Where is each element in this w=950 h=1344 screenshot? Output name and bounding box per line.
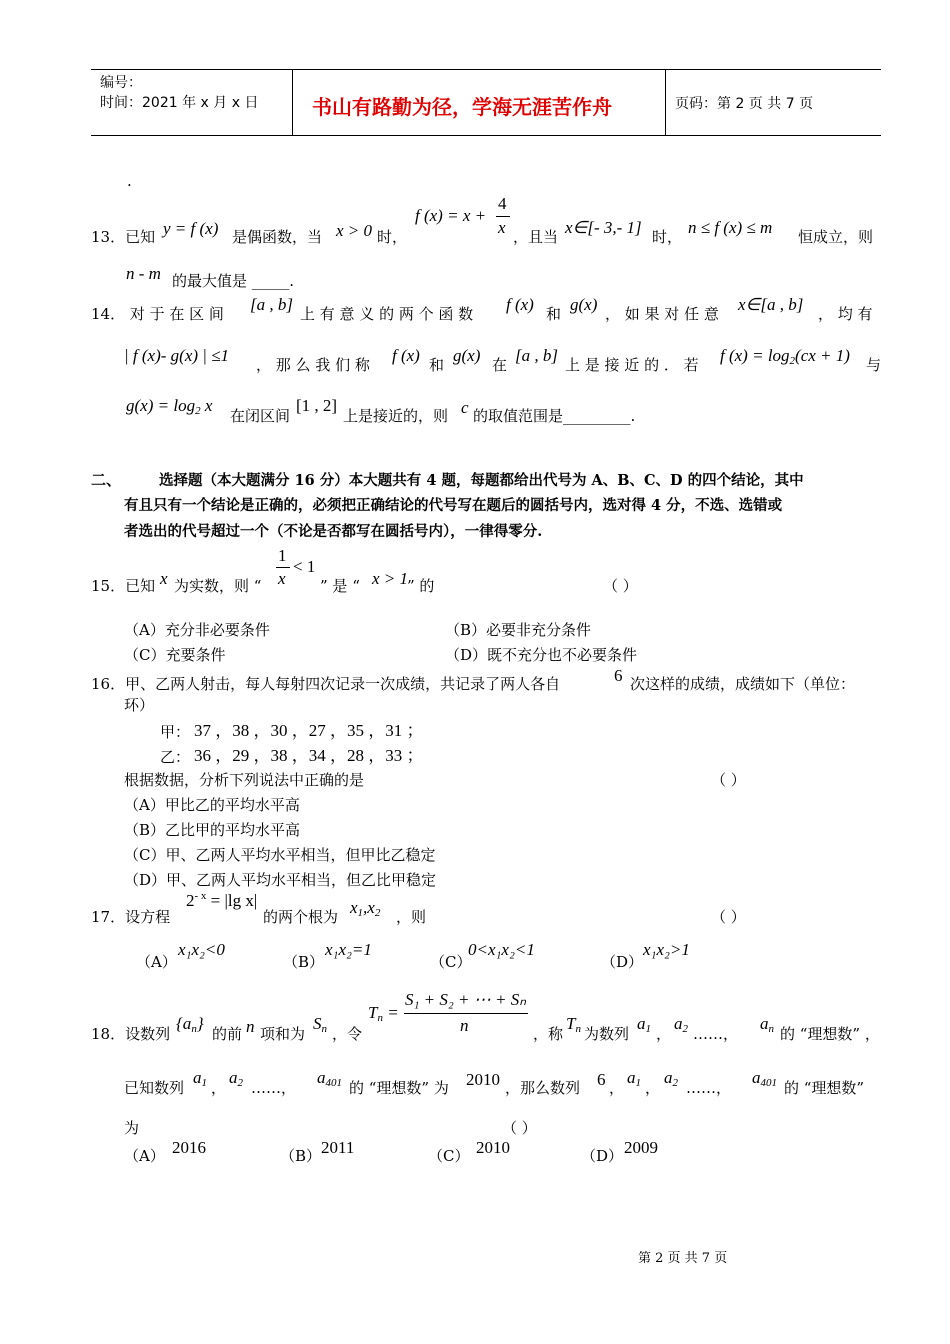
- q14-gx-2: g(x): [453, 346, 481, 365]
- q18-l2-a1: $a_1$: [193, 1068, 207, 1089]
- q13-text-3: ，且当: [513, 228, 559, 246]
- q16-option-c: （C）甲、乙两人平均水平相当，但甲比乙稳定: [124, 846, 436, 864]
- header-top-rule: [91, 69, 881, 70]
- stray-dot: .: [127, 172, 132, 190]
- q14-xin: x∈[a , b]: [738, 295, 804, 314]
- q18-dots: ……，: [693, 1025, 739, 1043]
- header-bottom-rule: [91, 135, 881, 136]
- q18-text-8: ，那么数列: [505, 1079, 581, 1097]
- q13-text-5: 恒成立，则: [798, 228, 874, 246]
- header-number-label: 编号：: [100, 75, 142, 91]
- q13-math-ineq: n ≤ f (x) ≤ m: [688, 218, 773, 237]
- q16-option-b: （B）乙比甲的平均水平高: [124, 821, 301, 839]
- q18-option-a: 2016: [172, 1138, 206, 1157]
- q18-l2-a401b: $a_{401}$: [752, 1068, 777, 1089]
- q14-abs-ineq: | f (x)- g(x) | ≤1: [124, 346, 230, 365]
- q14-text-4: ， 那 么 我 们 称: [256, 356, 370, 374]
- q13-math-fx: f (x) = x +: [415, 206, 487, 225]
- q15-lt1: < 1: [293, 557, 316, 576]
- q14-fx: f (x): [506, 295, 534, 314]
- section-2-line-1: 选择题（本大题满分 16 分）本大题共有 4 题，每题都给出代号为 A、B、C、D 的四个结论，其中: [159, 472, 804, 489]
- q15-option-b: （B）必要非充分条件: [445, 621, 592, 639]
- q16-line-1a: 16．甲、乙两人射击，每人每射四次记录一次成绩，共记录了两人各自: [91, 675, 561, 693]
- q18-value-2010: 2010: [466, 1070, 500, 1089]
- q18-a1: $a_1$: [637, 1014, 651, 1035]
- header-divider-right: [665, 69, 666, 135]
- q18-frac-num: S₁ + S₂ + ⋯ + Sₙ: [405, 990, 527, 1009]
- q17-option-c-label: （C）: [430, 953, 472, 971]
- q18-n: n: [246, 1017, 255, 1036]
- q15-number: 15．已知: [91, 577, 156, 595]
- q18-text-2: 项和为: [260, 1025, 306, 1043]
- q14-glog: $g(x) = \log_2 x$: [126, 396, 213, 417]
- q18-comma-1: ，: [656, 1025, 672, 1043]
- q18-l2-comma-2: ，: [609, 1079, 625, 1097]
- q13-math-y: y = f (x): [163, 219, 219, 238]
- q18-six: 6: [597, 1070, 606, 1089]
- q13-math-x0: x > 0: [336, 221, 373, 240]
- q15-option-c: （C）充要条件: [124, 646, 226, 664]
- q18-text-5: 为数列: [584, 1025, 630, 1043]
- q18-l2-comma-3: ，: [645, 1079, 661, 1097]
- q17-option-b: x₁x₂=1: [325, 940, 372, 959]
- q16-answer-paren: （ ）: [711, 771, 746, 789]
- q18-a2: $a_2$: [674, 1014, 688, 1035]
- q14-and: 和: [546, 305, 562, 323]
- q18-text-7: 的 “理想数” 为: [349, 1079, 449, 1097]
- section-2-line-3: 者选出的代号超过一个（不论是否都写在圆括号内），一律得零分.: [124, 523, 543, 540]
- header-divider-left: [292, 69, 293, 135]
- q18-answer-paren: （ ）: [502, 1119, 537, 1137]
- q15-option-d: （D）既不充分也不必要条件: [445, 646, 638, 664]
- q15-text-2: ” 是 “: [320, 577, 360, 595]
- q18-frac-bar: [404, 1013, 528, 1014]
- q16-yi-scores: 36 ，29 ，38 ，34 ，28 ，33 ；: [194, 746, 424, 765]
- q15-option-a: （A）充分非必要条件: [124, 621, 270, 639]
- q14-interval-12: [1 , 2]: [296, 396, 338, 415]
- q18-text-3: ，令: [332, 1025, 363, 1043]
- q17-option-d: x₁x₂>1: [643, 940, 690, 959]
- q15-text-3: ” 的: [407, 577, 435, 595]
- q18-an: $\{a_n\}$: [176, 1014, 204, 1035]
- q15-condition: x > 1: [372, 569, 409, 588]
- q14-gx: g(x): [570, 295, 598, 314]
- q18-Sn: $S_n$: [313, 1014, 327, 1035]
- q14-and-2: 和: [429, 356, 445, 374]
- q17-option-b-label: （B）: [283, 953, 325, 971]
- q14-with: 与: [866, 356, 882, 374]
- q13-text-1: 是偶函数，当: [232, 228, 323, 246]
- q17-answer-paren: （ ）: [711, 908, 746, 926]
- q18-Tn: $T_n$ =: [368, 1003, 399, 1024]
- q17-option-d-label: （D）: [601, 953, 644, 971]
- q14-text-3: ， 均 有: [818, 305, 873, 323]
- q14-flog: f $(x) = \log_2(cx + 1)$: [720, 346, 850, 367]
- header-motto: 书山有路勤为径，学海无涯苦作舟: [312, 95, 612, 119]
- q18-l2-a1b: $a_1$: [627, 1068, 641, 1089]
- q15-frac-bar: [276, 567, 290, 568]
- q17-option-c: 0<x₁x₂<1: [468, 940, 535, 959]
- q14-c: c: [461, 398, 469, 417]
- section-2-line-2: 有且只有一个结论是正确的，必须把正确结论的代号写在题后的圆括号内，选对得 4 分，不选、选错或: [124, 497, 783, 514]
- q18-option-b: 2011: [321, 1138, 355, 1157]
- q17-text-2: ，则: [396, 908, 427, 926]
- q14-number: 14． 对 于 在 区 间: [91, 305, 224, 323]
- q16-six: 6: [614, 666, 623, 685]
- q18-l2-dots-2: ……，: [686, 1079, 732, 1097]
- q13-frac-den: x: [498, 218, 506, 237]
- q13-number: 13．已知: [91, 228, 156, 246]
- q18-option-d: 2009: [624, 1138, 658, 1157]
- q17-option-a-label: （A）: [136, 953, 177, 971]
- q14-text-8: 上是接近的，则: [343, 407, 449, 425]
- q16-option-d: （D）甲、乙两人平均水平相当，但乙比甲稳定: [124, 871, 437, 889]
- q16-line-2: 环）: [124, 696, 155, 714]
- q17-text-1: 的两个根为: [263, 908, 339, 926]
- q17-equation: $2^{- x} = |\lg$ x|: [186, 890, 258, 910]
- q18-option-b-label: （B）: [280, 1147, 322, 1165]
- q15-text-1: 为实数，则 “: [174, 577, 262, 595]
- q16-line-5: 根据数据，分析下列说法中正确的是: [124, 771, 365, 789]
- q18-frac-den: n: [460, 1016, 469, 1035]
- q14-interval-ab-2: [a , b]: [515, 346, 558, 365]
- q16-yi-label: 乙：: [160, 748, 191, 766]
- q16-option-a: （A）甲比乙的平均水平高: [124, 796, 300, 814]
- header-page-label: 页码：第 2 页 共 7 页: [675, 96, 814, 112]
- q18-text-6: 的 “理想数” ，: [780, 1025, 880, 1043]
- q13-text-4: 时，: [652, 228, 683, 246]
- q18-option-c: 2010: [476, 1138, 510, 1157]
- q17-option-a: x₁x₂<0: [178, 940, 225, 959]
- q13-math-interval: x∈[- 3,- 1]: [565, 218, 642, 237]
- q18-l2-a2b: $a_2$: [664, 1068, 678, 1089]
- q18-l2-dots: ……，: [251, 1079, 297, 1097]
- q17-number: 17．设方程: [91, 908, 171, 926]
- q18-option-c-label: （C）: [428, 1147, 470, 1165]
- q18-an-2: $a_n$: [760, 1014, 774, 1035]
- q18-l2-comma-1: ，: [211, 1079, 227, 1097]
- q14-fx-2: f (x): [392, 346, 420, 365]
- q18-text-1: 的前: [212, 1025, 243, 1043]
- q18-l2-a401: $a_{401}$: [317, 1068, 342, 1089]
- q14-text-9: 的取值范围是_________.: [473, 407, 636, 425]
- q15-answer-paren: （ ）: [603, 577, 638, 595]
- q18-option-a-label: （A）: [124, 1147, 165, 1165]
- q18-l2-a2: $a_2$: [229, 1068, 243, 1089]
- q14-text-6: 上 是 接 近 的 ． 若: [565, 356, 699, 374]
- page-footer: 第 2 页 共 7 页: [638, 1251, 728, 1266]
- q15-x: x: [160, 569, 168, 588]
- q18-number: 18．设数列: [91, 1025, 171, 1043]
- q17-roots: $x_1,x_2$: [350, 898, 381, 919]
- q16-line-1b: 次这样的成绩，成绩如下（单位：: [630, 675, 856, 693]
- q14-text-7: 在闭区间: [230, 407, 291, 425]
- q18-option-d-label: （D）: [581, 1147, 624, 1165]
- q16-jia-scores: 37 ，38 ，30 ，27 ，35 ，31 ；: [194, 721, 424, 740]
- q15-frac-den: x: [278, 569, 286, 588]
- header-time-label: 时间：2021 年 x 月 x 日: [100, 95, 259, 111]
- q13-math-nm: n - m: [126, 264, 161, 283]
- q18-line-2a: 已知数列: [124, 1079, 185, 1097]
- q14-text-2: ， 如 果 对 任 意: [605, 305, 719, 323]
- q13-frac-bar: [496, 216, 510, 217]
- q14-interval-ab: [a , b]: [250, 295, 293, 314]
- q18-line-3: 为: [124, 1119, 140, 1137]
- q13-text-2: 时，: [377, 228, 408, 246]
- q14-in: 在: [492, 356, 508, 374]
- q15-frac-num: 1: [278, 546, 287, 565]
- q13-text-6: 的最大值是 _____.: [172, 272, 295, 290]
- q18-text-4: ，称: [533, 1025, 564, 1043]
- q13-frac-num: 4: [498, 194, 507, 213]
- q18-Tn-2: $T_n$: [566, 1014, 581, 1035]
- q16-jia-label: 甲：: [160, 723, 191, 741]
- section-2-number: 二、: [91, 471, 122, 489]
- q18-text-9: 的 “理想数”: [784, 1079, 865, 1097]
- q14-text-1: 上 有 意 义 的 两 个 函 数: [300, 305, 474, 323]
